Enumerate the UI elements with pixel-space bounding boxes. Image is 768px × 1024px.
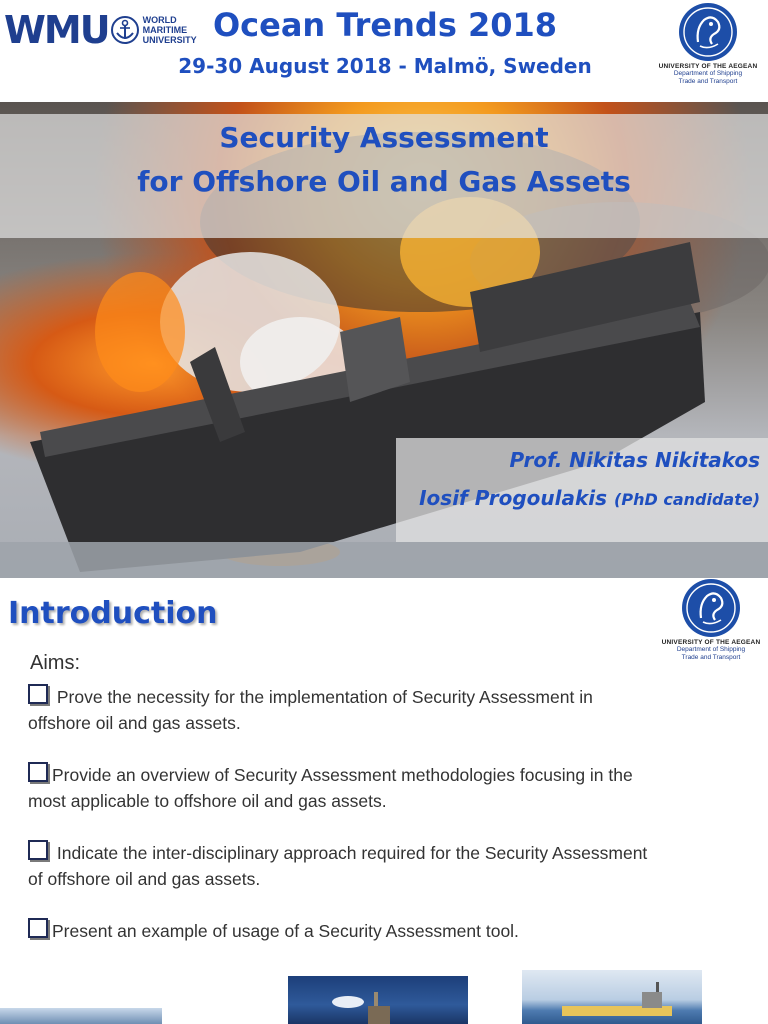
bullet-text: offshore oil and gas assets. (28, 713, 241, 733)
presentation-title-line: Security Assessment (219, 121, 549, 154)
aegean-seal-icon (681, 578, 741, 638)
checkbox-bullet-icon (28, 684, 48, 704)
offshore-photo-thumbnail (0, 1008, 162, 1024)
aegean-dept: Trade and Transport (681, 654, 741, 661)
wmu-logo (4, 8, 197, 52)
event-title: Ocean Trends 2018 (212, 6, 558, 44)
bullet-item (28, 762, 748, 814)
aims-label: Aims: (30, 652, 80, 674)
bullet-text: Present an example of usage of a Security Assessment tool. (52, 921, 519, 941)
aegean-logo (652, 2, 764, 86)
checkbox-bullet-icon (28, 918, 48, 938)
offshore-photo-thumbnail (288, 976, 468, 1024)
checkbox-bullet-icon (28, 840, 48, 860)
bullet-text: Provide an overview of Security Assessment methodologies focusing in the (52, 765, 633, 785)
presentation-title (0, 116, 768, 204)
bullet-item (28, 840, 748, 892)
aegean-dept: Department of Shipping (676, 646, 746, 653)
anchor-icon (111, 16, 139, 44)
bullet-item (28, 918, 748, 944)
bullet-text: of offshore oil and gas assets. (28, 869, 261, 889)
author-1: Prof. Nikitas Nikitakos (509, 448, 760, 472)
aegean-name: UNIVERSITY OF THE AEGEAN (661, 639, 761, 646)
author-2-role: (PhD candidate) (614, 490, 760, 509)
event-date: 29-30 August 2018 - Malmö, Sweden (178, 54, 592, 78)
aegean-dept: Trade and Transport (678, 78, 738, 85)
introduction-slide (0, 578, 768, 1024)
presentation-title-line: for Offshore Oil and Gas Assets (137, 165, 631, 198)
aegean-name: UNIVERSITY OF THE AEGEAN (658, 63, 758, 70)
offshore-photo-thumbnail (522, 970, 702, 1024)
aegean-logo (655, 578, 767, 662)
authors-band (396, 438, 768, 542)
aegean-dept: Department of Shipping (673, 70, 743, 77)
bullet-item (28, 684, 748, 736)
slide-heading: Introduction (8, 596, 218, 631)
author-2 (419, 486, 760, 510)
thumbnail-art (288, 976, 468, 1024)
burning-platform-photo (0, 102, 768, 578)
bullet-text: Prove the necessity for the implementation of Security Assessment in (52, 687, 593, 707)
aegean-seal-icon (678, 2, 738, 62)
checkbox-bullet-icon (28, 762, 48, 782)
wmu-logo-letters: WMU (4, 8, 109, 52)
thumbnail-art (522, 970, 702, 1024)
wmu-logo-line: WORLD (142, 15, 177, 25)
wmu-logo-line: MARITIME (142, 25, 188, 35)
author-2-name: Iosif Progoulakis (419, 486, 608, 510)
bullet-text: most applicable to offshore oil and gas assets. (28, 791, 387, 811)
slide-header (0, 0, 768, 102)
wmu-logo-text (143, 15, 197, 45)
bullet-text: Indicate the inter-disciplinary approach required for the Security Assessment (52, 843, 648, 863)
wmu-logo-line: UNIVERSITY (142, 35, 197, 45)
